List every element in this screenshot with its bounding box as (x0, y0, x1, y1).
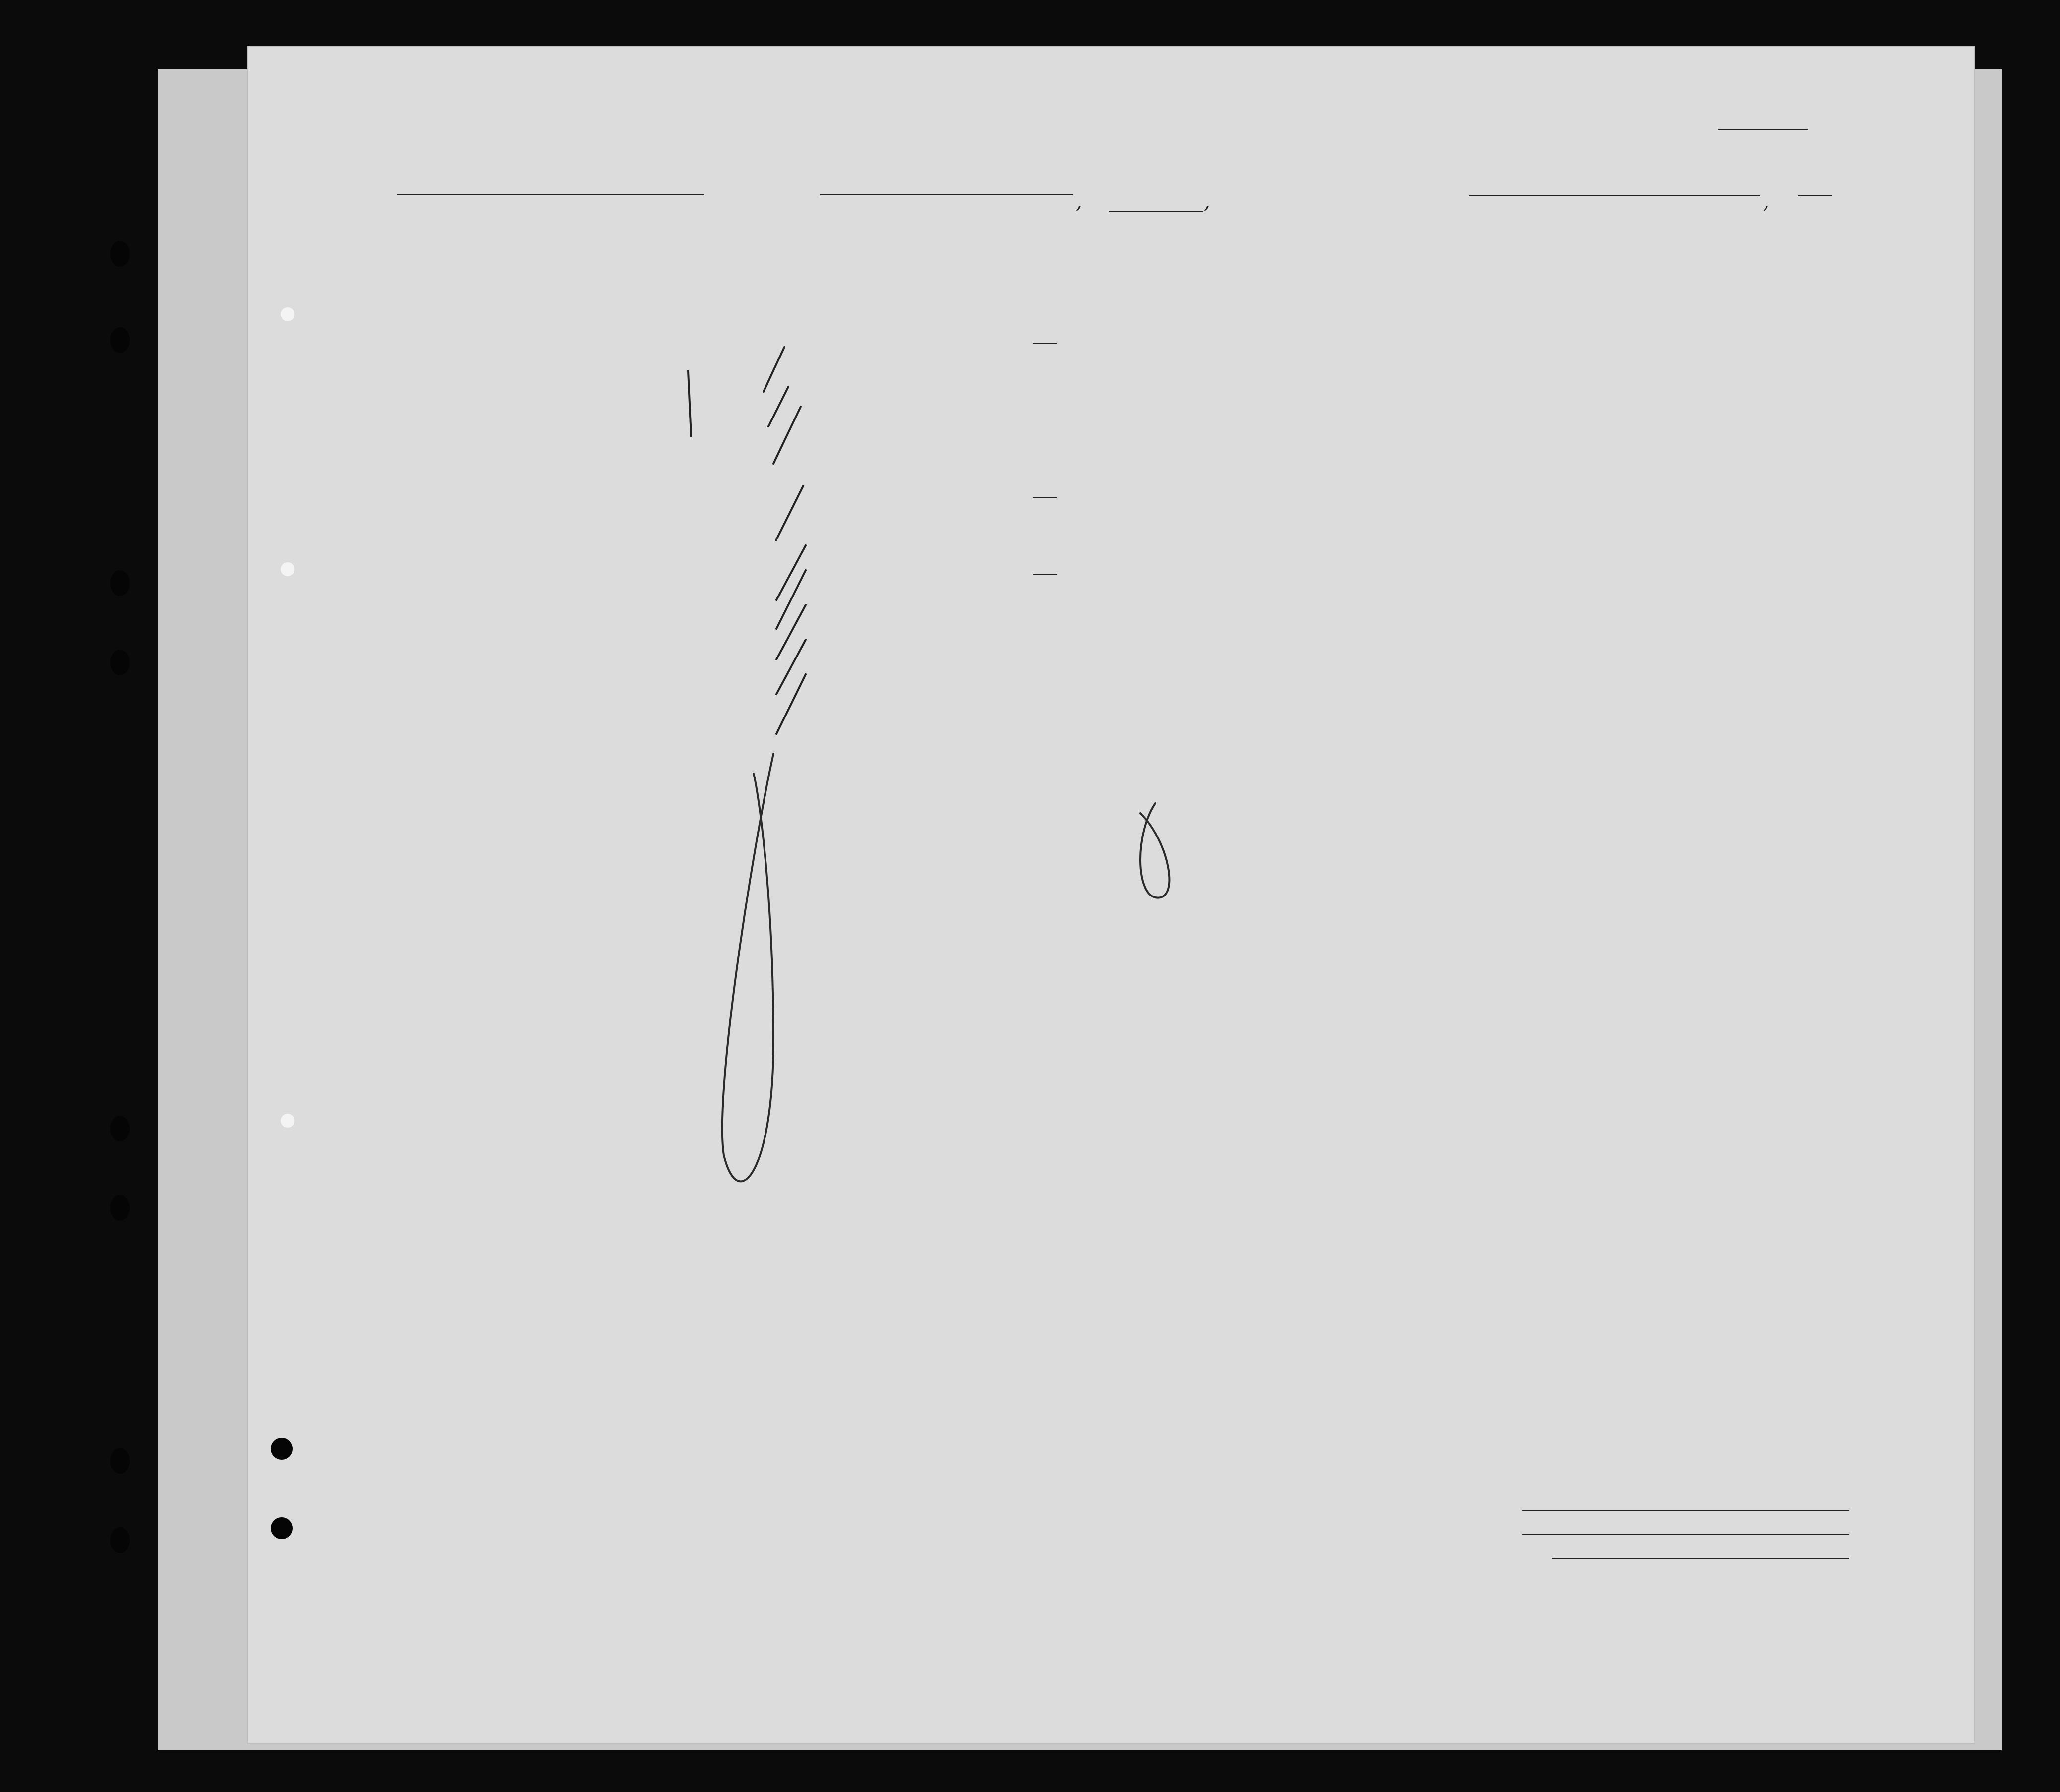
flourish-loop (722, 754, 773, 1181)
owners-value (1522, 1534, 1849, 1535)
agents-value (1552, 1558, 1849, 1559)
line-value (1522, 1510, 1849, 1511)
flourish-hook (1140, 803, 1169, 898)
